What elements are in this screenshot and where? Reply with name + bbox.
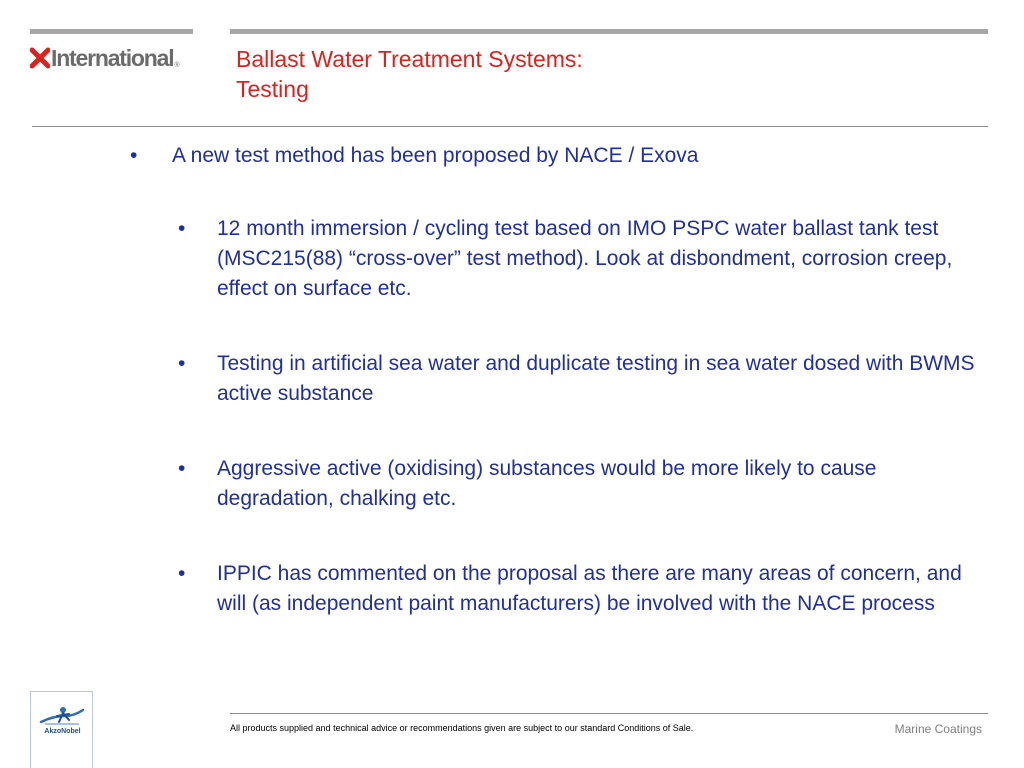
footer-divider xyxy=(230,713,988,714)
title-divider xyxy=(32,126,988,127)
bullet-main-text: A new test method has been proposed by NACE / Exova xyxy=(172,144,699,167)
akzonobel-figure-icon xyxy=(37,704,87,728)
sub-bullet xyxy=(178,559,978,619)
akzonobel-logo-text: AkzoNobel xyxy=(44,728,81,735)
bullet-dot: • xyxy=(178,217,186,240)
bullet-dot: • xyxy=(178,457,186,480)
international-logo xyxy=(30,40,180,76)
sub-bullet-text: 12 month immersion / cycling test based on IMO PSPC water ballast tank test (MSC215(88) “cross-over” test method). Look at disbondment, corrosion creep, effect on surface etc. xyxy=(217,217,953,300)
brand-name: International xyxy=(51,44,174,71)
footer-division: Marine Coatings xyxy=(894,722,982,736)
slide-title-line-2: Testing xyxy=(236,76,309,102)
bullet-main xyxy=(130,141,698,171)
slide-title xyxy=(236,44,583,104)
header-bar-right xyxy=(230,29,988,34)
sub-bullet xyxy=(178,454,978,514)
sub-bullet xyxy=(178,349,978,409)
sub-bullet-text: Testing in artificial sea water and duplicate testing in sea water dosed with BWMS active substance xyxy=(217,352,975,405)
registered-mark: ® xyxy=(174,62,180,69)
slide-title-line-1: Ballast Water Treatment Systems: xyxy=(236,46,583,72)
bullet-dot: • xyxy=(178,352,186,375)
bullet-dot: • xyxy=(178,562,186,585)
bullet-dot: • xyxy=(130,144,138,167)
akzonobel-logo xyxy=(30,691,93,768)
international-x-mark-icon xyxy=(30,47,50,69)
footer-legal-text: All products supplied and technical advice or recommendations given are subject to our standard Conditions of Sale. xyxy=(230,723,694,733)
sub-bullet-text: Aggressive active (oxidising) substances would be more likely to cause degradation, chalking etc. xyxy=(217,457,877,510)
sub-bullet-text: IPPIC has commented on the proposal as there are many areas of concern, and will (as independent paint manufacturers) be involved with the NACE process xyxy=(217,562,962,615)
header-bar-left xyxy=(30,29,193,34)
sub-bullet xyxy=(178,214,978,304)
